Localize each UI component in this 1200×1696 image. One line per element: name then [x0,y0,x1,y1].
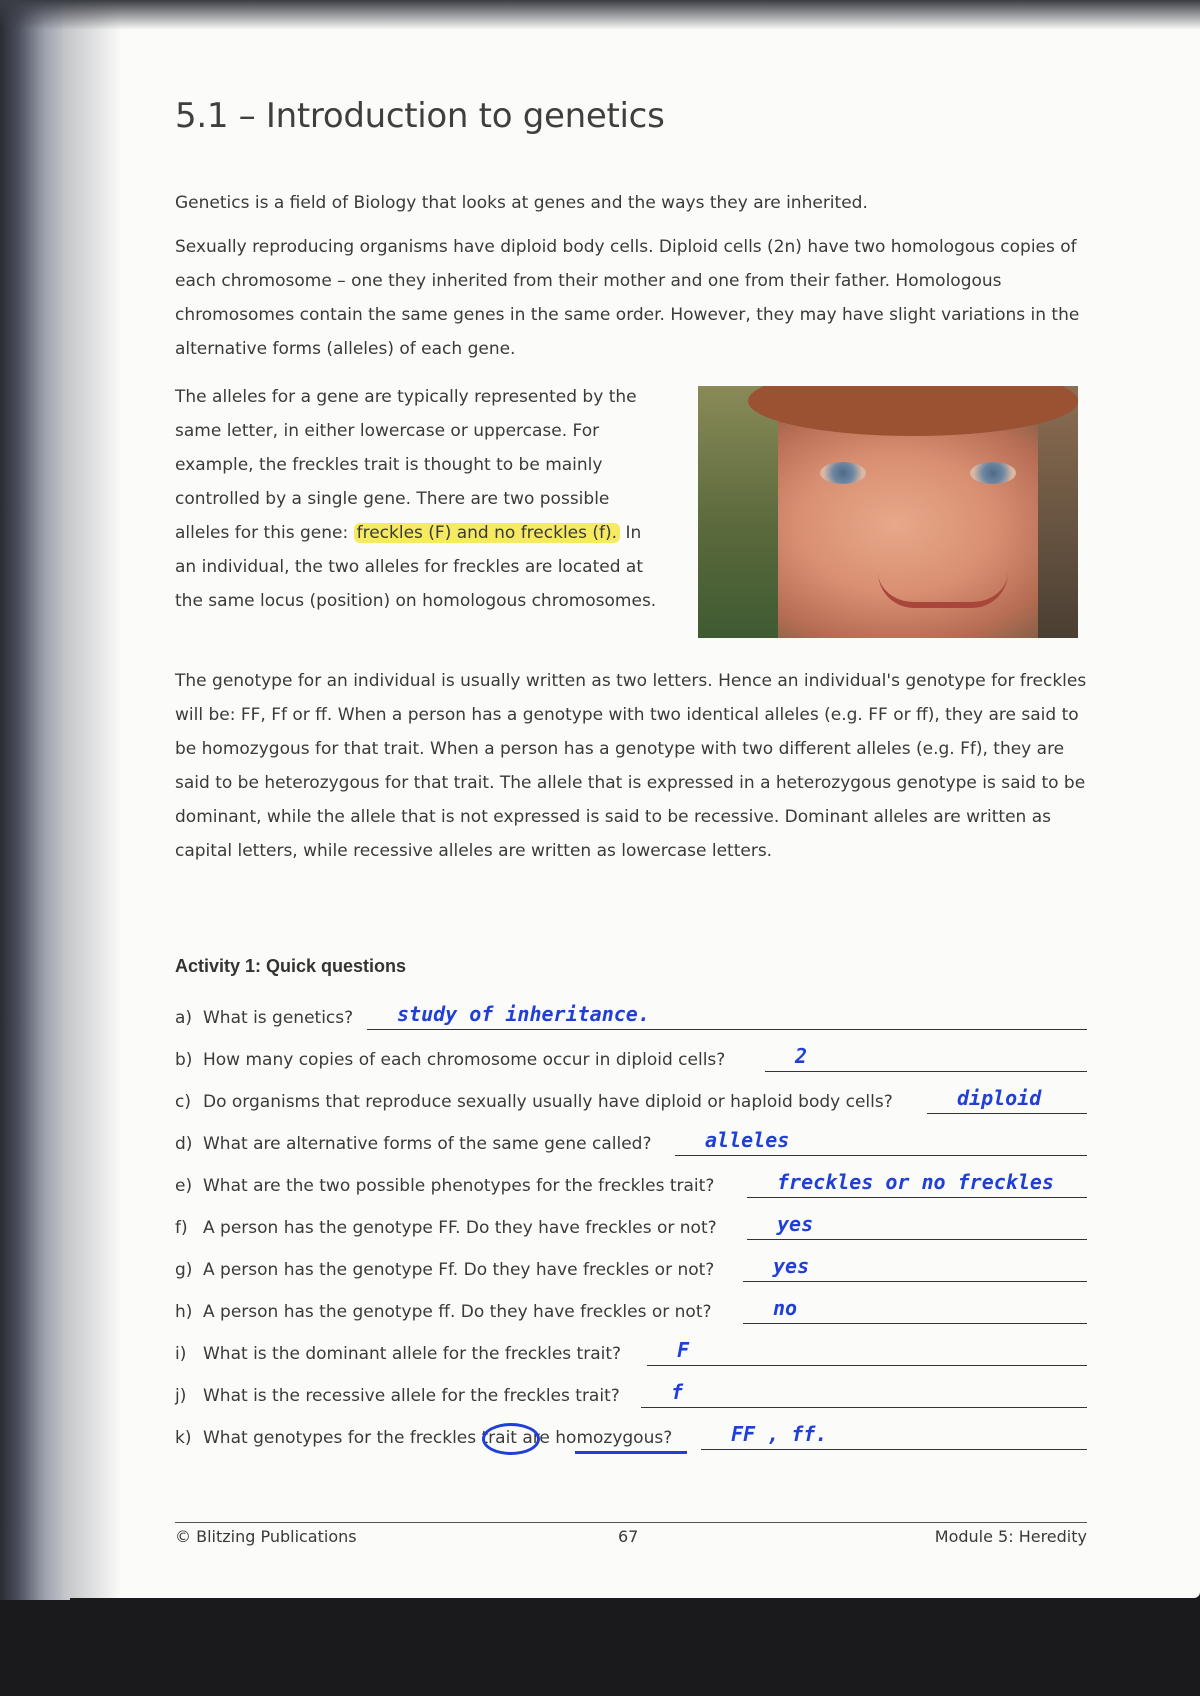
footer-rule [175,1522,1087,1523]
handwritten-answer: alleles [705,1128,790,1152]
question-prompt: What is the recessive allele for the freckles trait? [203,1386,620,1406]
question-text [175,1092,893,1112]
question-text [175,1344,621,1364]
question-text [175,1428,672,1448]
photo-hair [748,386,1078,436]
footer-module: Module 5: Heredity [934,1527,1087,1546]
question-row [175,1336,1087,1368]
question-row [175,1252,1087,1284]
answer-line[interactable] [743,1323,1087,1324]
answer-line[interactable] [927,1113,1087,1114]
question-letter: g) [175,1260,193,1280]
question-prompt: What is genetics? [203,1008,354,1028]
question-row [175,1210,1087,1242]
handwritten-answer: 2 [795,1044,808,1068]
alleles-text-end: In an individual, the two alleles for freckles are located at the same locus (position) on homologous chromosomes. [175,523,657,611]
freckled-boy-photo [698,386,1078,638]
handwritten-answer: yes [777,1212,814,1236]
photo-right-eye [970,462,1016,484]
question-letter: k) [175,1428,192,1448]
book-spine-shadow [0,0,70,1600]
handwritten-underline-mark [575,1451,687,1454]
paragraph-genotype: The genotype for an individual is usually written as two letters. Hence an individual's genotype for freckles will be: FF, Ff or ff. When a person has a genotype with two identical alleles (e.g. FF or ff), they are said to be homozygous for that trait. When a person has a genotype with two different alleles (e.g. Ff), they are said to be heterozygous for that trait. The allele that is expressed in a heterozygous genotype is said to be dominant, while the allele that is not expressed is said to be recessive. Dominant alleles are written as capital letters, while recessive alleles are written as lowercase letters. [175,671,1087,861]
alleles-text-start: The alleles for a gene are typically represented by the same letter, in either lowercase or uppercase. For example, the freckles trait is thought to be mainly controlled by a single gene. There are two possible alleles for this gene: [175,387,637,543]
handwritten-answer: no [773,1296,798,1320]
photo-smile [878,572,1008,608]
handwritten-answer: yes [773,1254,810,1278]
handwritten-answer: FF , ff. [731,1422,828,1446]
answer-line[interactable] [641,1407,1087,1408]
photo-background-left [698,386,778,638]
answer-line[interactable] [747,1239,1087,1240]
answer-line[interactable] [747,1197,1087,1198]
question-letter: j) [175,1386,187,1406]
question-prompt: A person has the genotype FF. Do they have freckles or not? [203,1218,717,1238]
answer-line[interactable] [367,1029,1087,1030]
question-text [175,1008,353,1028]
footer-page-number: 67 [618,1527,639,1546]
question-letter: i) [175,1344,187,1364]
question-text [175,1260,714,1280]
highlighted-alleles: freckles (F) and no freckles (f). [354,523,620,543]
question-row [175,1042,1087,1074]
question-prompt: A person has the genotype ff. Do they have freckles or not? [203,1302,712,1322]
question-row [175,1126,1087,1158]
paragraph-alleles [175,380,665,618]
question-row [175,1294,1087,1326]
answer-line[interactable] [675,1155,1087,1156]
page-title: 5.1 – Introduction to genetics [175,96,665,136]
question-text [175,1176,714,1196]
question-row [175,1378,1087,1410]
handwritten-answer: f [671,1380,684,1404]
question-letter: b) [175,1050,193,1070]
question-prompt: Do organisms that reproduce sexually usually have diploid or haploid body cells? [203,1092,893,1112]
question-text [175,1050,725,1070]
question-prompt: What are alternative forms of the same gene called? [203,1134,652,1154]
handwritten-answer: diploid [957,1086,1042,1110]
question-text [175,1386,620,1406]
footer-publisher: © Blitzing Publications [175,1527,357,1546]
paragraph-intro: Genetics is a field of Biology that looks at genes and the ways they are inherited. [175,193,868,213]
question-row [175,1420,1087,1452]
answer-line[interactable] [743,1281,1087,1282]
question-letter: e) [175,1176,193,1196]
handwritten-circle-mark [482,1423,540,1455]
question-text [175,1218,717,1238]
answer-line[interactable] [701,1449,1087,1450]
question-row [175,1000,1087,1032]
question-row [175,1084,1087,1116]
answer-line[interactable] [647,1365,1087,1366]
photo-background-right [1038,386,1078,638]
question-prompt: How many copies of each chromosome occur in diploid cells? [203,1050,726,1070]
top-edge-shadow [0,0,1200,30]
paragraph-diploid: Sexually reproducing organisms have diploid body cells. Diploid cells (2n) have two homologous copies of each chromosome – one they inherited from their mother and one from their father. Homologous chromosomes contain the same genes in the same order. However, they may have slight variations in the alternative forms (alleles) of each gene. [175,237,1080,359]
question-letter: d) [175,1134,193,1154]
question-letter: h) [175,1302,193,1322]
question-prompt: What are the two possible phenotypes for the freckles trait? [203,1176,715,1196]
handwritten-answer: study of inheritance. [397,1002,650,1026]
question-text [175,1302,712,1322]
handwritten-answer: freckles or no freckles [777,1170,1054,1194]
handwritten-answer: F [677,1338,690,1362]
question-text [175,1134,651,1154]
question-prompt: What is the dominant allele for the freckles trait? [203,1344,622,1364]
question-letter: c) [175,1092,191,1112]
answer-line[interactable] [765,1071,1087,1072]
question-letter: a) [175,1008,193,1028]
question-row [175,1168,1087,1200]
question-prompt: A person has the genotype Ff. Do they have freckles or not? [203,1260,715,1280]
activity-heading: Activity 1: Quick questions [175,956,407,976]
question-prompt: What genotypes for the freckles trait are homozygous? [203,1428,673,1448]
question-letter: f) [175,1218,188,1238]
photo-left-eye [820,462,866,484]
